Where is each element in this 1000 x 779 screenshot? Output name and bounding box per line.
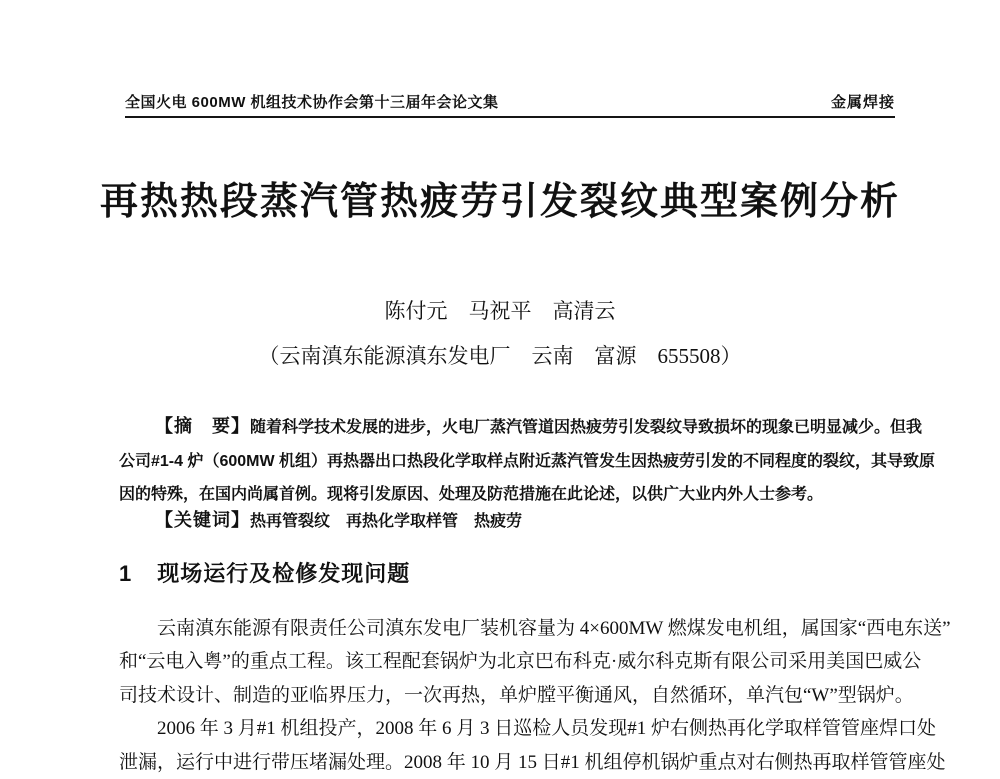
abstract-label: 【摘 要】 <box>155 416 250 436</box>
section-1-number: 1 <box>119 561 132 586</box>
keywords-text: 热再管裂纹 再热化学取样管 热疲劳 <box>250 513 523 530</box>
paper-title: 再热热段蒸汽管热疲劳引发裂纹典型案例分析 <box>99 181 900 223</box>
section-1-title: 现场运行及检修发现问题 <box>157 561 411 586</box>
abstract-block <box>119 410 936 512</box>
abstract-line-1 <box>119 410 923 445</box>
body-line-3: 司技术设计、制造的亚临界压力，一次再热，单炉膛平衡通风，自然循环，单汽包“W”型锅炉。 <box>119 684 914 706</box>
running-header-proceedings: 全国火电 600MW 机组技术协作会第十三届年会论文集 <box>125 94 499 111</box>
authors-line: 陈付元 马祝平 高清云 <box>384 299 616 323</box>
body-paragraphs <box>119 612 951 779</box>
section-1-heading <box>119 557 410 588</box>
affiliation-line: （云南滇东能源滇东发电厂 云南 富源 655508） <box>258 344 742 368</box>
keywords-label: 【关键词】 <box>155 510 250 530</box>
abstract-text-1: 随着科学技术发展的进步，火电厂蒸汽管道因热疲劳引发裂纹导致损坏的现象已明显减少。但我 <box>250 419 923 436</box>
header-rule <box>125 116 895 118</box>
keywords-block <box>119 505 909 537</box>
running-header-section: 金属焊接 <box>830 94 895 111</box>
body-line-5: 泄漏，运行中进行带压堵漏处理。2008 年 10 月 15 日#1 机组停机锅炉重点对右侧热再取样管管座处 <box>119 751 946 773</box>
body-line-4: 2006 年 3 月#1 机组投产，2008 年 6 月 3 日巡检人员发现#1 炉右侧热再化学取样管管座焊口处 <box>157 718 937 740</box>
abstract-line-2: 公司#1-4 炉（600MW 机组）再热器出口热段化学取样点附近蒸汽管发生因热疲劳引发的不同程度的裂纹，其导致原 <box>119 452 936 470</box>
abstract-line-3: 因的特殊，在国内尚属首例。现将引发原因、处理及防范措施在此论述，以供广大业内外人士参考。 <box>119 486 824 503</box>
body-line-1: 云南滇东能源有限责任公司滇东发电厂装机容量为 4×600MW 燃煤发电机组，属国家“西电东送” <box>157 618 951 639</box>
body-line-2: 和“云电入粤”的重点工程。该工程配套锅炉为北京巴布科克·威尔科克斯有限公司采用美国巴威公 <box>119 651 922 673</box>
